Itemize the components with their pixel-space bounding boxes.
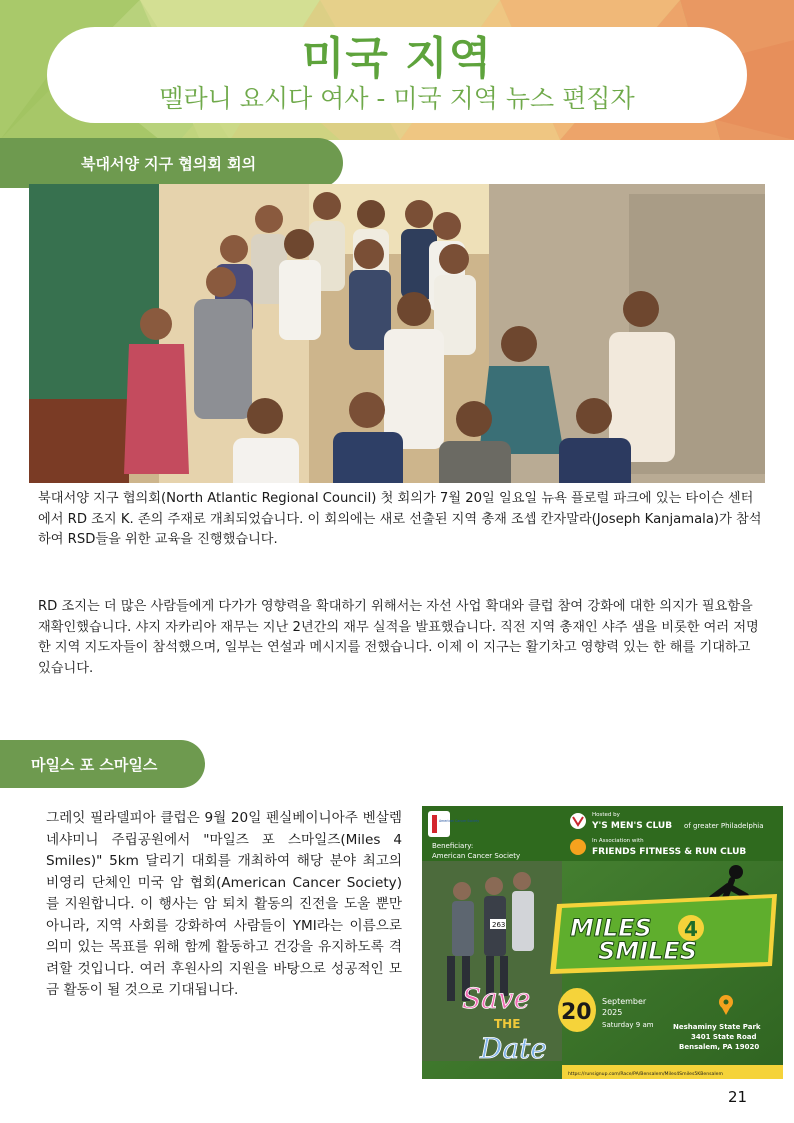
section-heading-miles-4-smiles: 마일스 포 스마일스 xyxy=(0,740,205,788)
event-year: 2025 xyxy=(602,1008,623,1017)
association-club-name: FRIENDS FITNESS & RUN CLUB xyxy=(592,847,747,857)
event-name-miles: MILES xyxy=(570,914,652,942)
event-poster-illustration xyxy=(422,806,783,1079)
page-number: 21 xyxy=(728,1088,748,1106)
registration-url: https://runsignup.com/Race/PA/Bensalem/Miles4Smiles5KBensalem xyxy=(568,1072,723,1077)
beneficiary-name: American Cancer Society xyxy=(432,852,521,860)
venue-name: Neshaminy State Park xyxy=(673,1023,761,1031)
page-subtitle: 멜라니 요시다 여사 - 미국 지역 뉴스 편집자 xyxy=(159,84,635,113)
section2-paragraph: 그레잇 필라델피아 클럽은 9월 20일 펜실베이니아주 벤살렘 네샤미니 주립공원에서 "마일즈 포 스마일즈(Miles 4 Smiles)" 5km 달리기 대회를 개최하여 해당 분야 최고의 비영리 단체인 미국 암 협회(American Cancer Society)를 지원합니다. 이 행사는 암 퇴치 활동의 진전을 도울 뿐만 아니라, 지역 사회를 강화하여 사람들이 YMI라는 이름으로 의미 있는 목표를 위해 함께 활동하고 건강을 유지하도록 격려할 것입니다. 여러 후원사의 지원을 바탕으로 성공적인 모금 활동이 될 것으로 기대됩니다. xyxy=(46,810,402,998)
runner-bib: 263 xyxy=(492,921,506,929)
event-name-smiles: SMILES xyxy=(598,937,698,965)
venue-city: Bensalem, PA 19020 xyxy=(679,1043,760,1051)
event-poster xyxy=(422,806,783,1079)
section1-paragraph-2: RD 조지는 더 많은 사람들에게 다가가 영향력을 확대하기 위해서는 자선 사업 확대와 클럽 참여 강화에 대한 의지가 필요함을 재확인했습니다. 샤지 자카리아 재무는 지난 2년간의 재무 실적을 발표했습니다. 직전 지역 총재인 샤주 샘을 비롯한 여러 저명한 지역 지도자들이 참석했으며, 일부는 연설과 메시지를 전했습니다. 이제 이 지구는 활기차고 영향력 있는 한 해를 기대하고 있습니다. xyxy=(38,599,759,676)
save-text: Save xyxy=(462,982,531,1015)
host-club-region: of greater Philadelphia xyxy=(684,822,764,830)
acs-logo-text: American Cancer Society xyxy=(439,819,480,823)
event-weekday-time: Saturday 9 am xyxy=(602,1021,654,1029)
the-text: THE xyxy=(494,1017,521,1031)
title-pill xyxy=(47,27,747,123)
event-day-number: 20 xyxy=(561,1000,592,1025)
host-club-name: Y'S MEN'S CLUB xyxy=(592,821,673,831)
header-banner xyxy=(0,0,794,140)
event-name-number: 4 xyxy=(684,917,698,941)
hosted-by-label: Hosted by xyxy=(592,812,620,818)
date-text: Date xyxy=(480,1032,547,1065)
acs-logo-box xyxy=(428,811,450,837)
association-label: In Association with xyxy=(592,838,644,844)
section1-paragraph-1: 북대서양 지구 협의회(North Atlantic Regional Council) 첫 회의가 7월 20일 일요일 뉴욕 플로럴 파크에 있는 타이슨 센터에서 RD 조지 K. 존의 주재로 개최되었습니다. 이 회의에는 새로 선출된 지역 총재 조셉 칸자말라(Joseph Kanjamala)가 참석하여 RSD들을 위한 교육을 진행했습니다. xyxy=(38,491,762,547)
beneficiary-label: Beneficiary: xyxy=(432,842,474,850)
friends-fitness-logo-icon xyxy=(570,839,586,855)
group-photo-illustration xyxy=(29,184,765,483)
venue-street: 3401 State Road xyxy=(691,1033,757,1041)
event-month: September xyxy=(602,997,647,1006)
group-photo xyxy=(29,184,765,483)
section-heading-north-atlantic: 북대서양 지구 협의회 회의 xyxy=(0,138,343,188)
page-title: 미국 지역 xyxy=(301,33,493,84)
